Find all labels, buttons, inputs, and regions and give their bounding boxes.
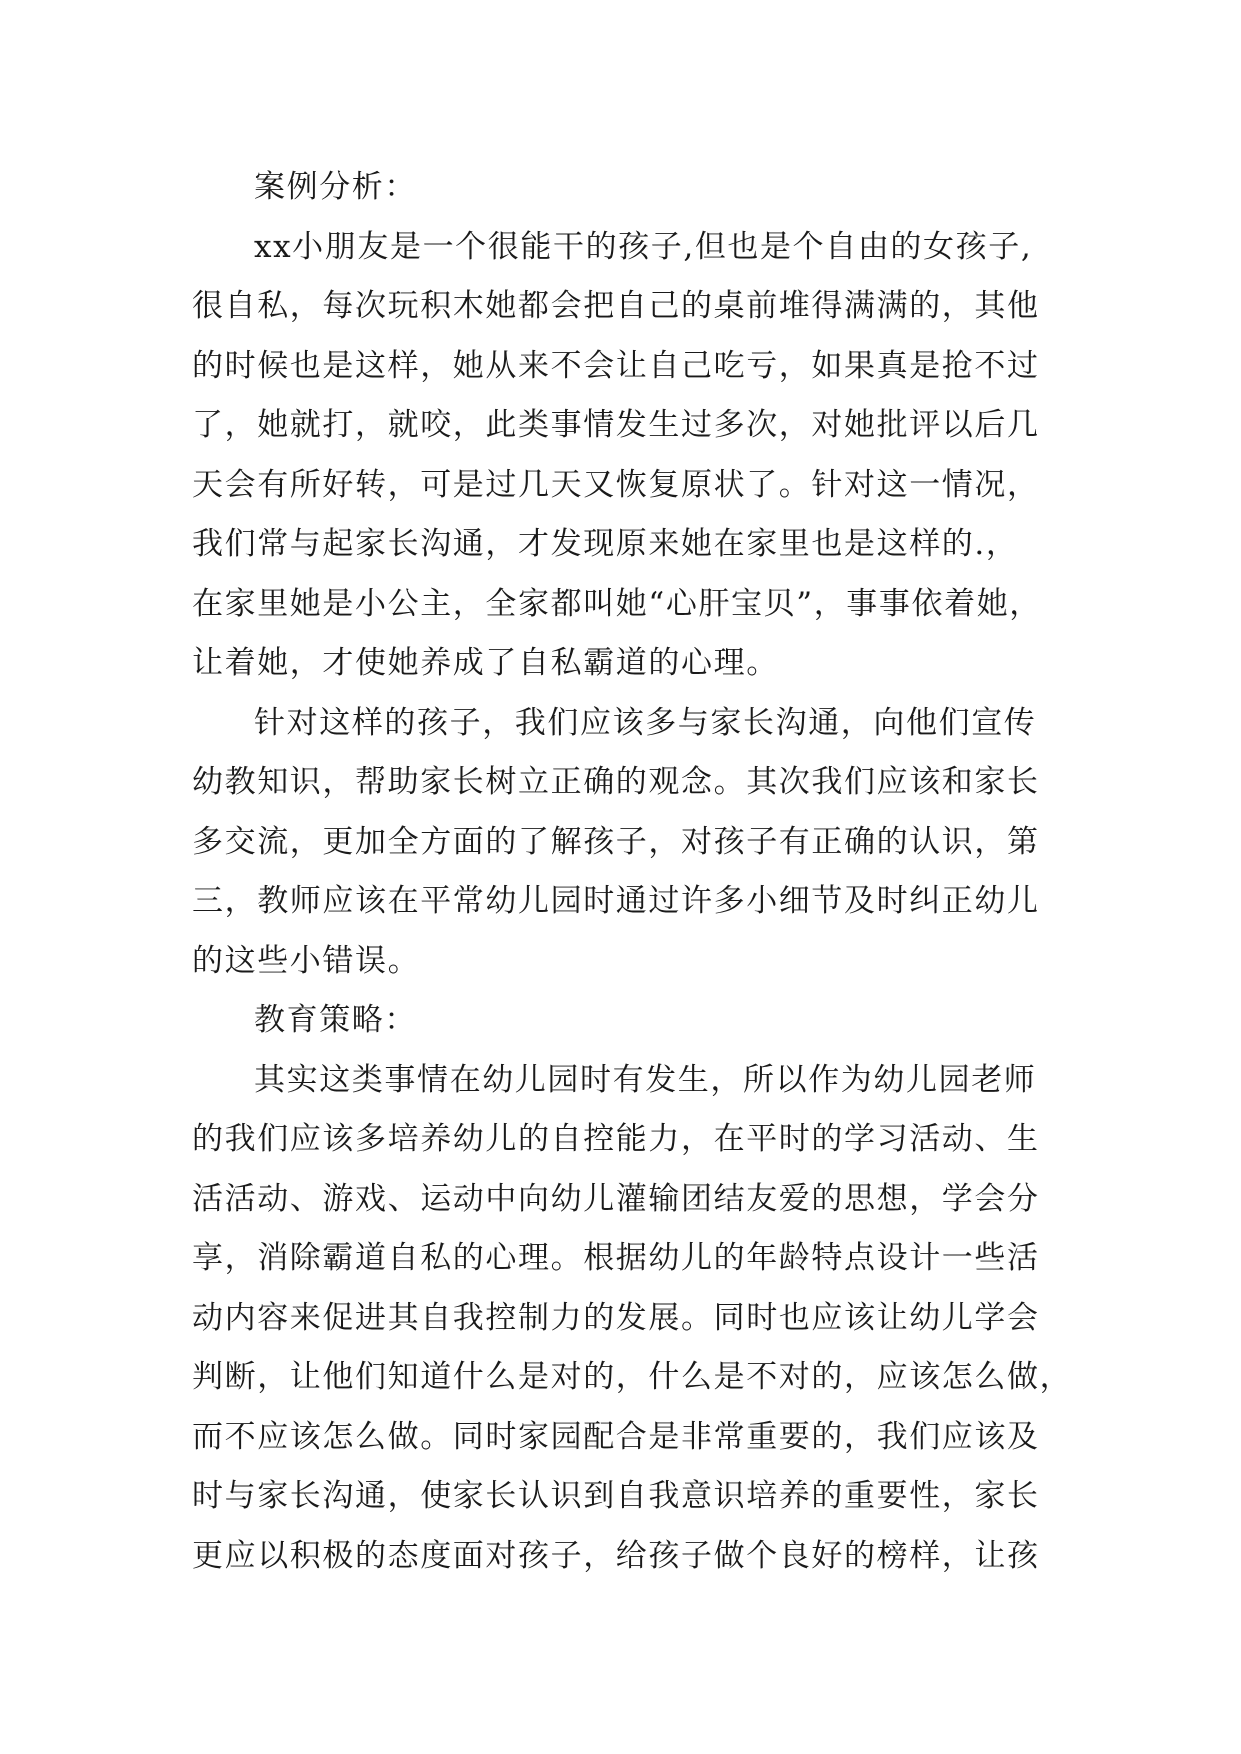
paragraph-line: 针对这样的孩子，我们应该多与家长沟通，向他们宣传 (254, 704, 1037, 741)
paragraph-line: 多交流，更加全方面的了解孩子，对孩子有正确的认识，第 (192, 823, 1040, 860)
paragraph-line: 活活动、游戏、运动中向幼儿灌输团结友爱的思想，学会分 (192, 1180, 1040, 1217)
paragraph-line: 天会有所好转，可是过几天又恢复原状了。针对这一情况， (192, 466, 1040, 503)
heading-case-analysis: 案例分析： (254, 169, 417, 205)
paragraph-line: 判断，让他们知道什么是对的，什么是不对的，应该怎么做， (192, 1359, 1073, 1395)
paragraph-line: 很自私，每次玩积木她都会把自己的桌前堆得满满的，其他 (192, 288, 1040, 324)
paragraph-line: 了，她就打，就咬，此类事情发生过多次，对她批评以后几 (192, 407, 1040, 443)
paragraph-line: 而不应该怎么做。同时家园配合是非常重要的，我们应该及 (192, 1418, 1040, 1455)
paragraph-line: 的这些小错误。 (192, 942, 421, 979)
paragraph-strategy (192, 1051, 1082, 1587)
paragraph-line: 让着她，才使她养成了自私霸道的心理。 (192, 645, 779, 681)
paragraph-line: 幼教知识，帮助家长树立正确的观念。其次我们应该和家长 (192, 764, 1040, 800)
paragraph-line: 的我们应该多培养幼儿的自控能力，在平时的学习活动、生 (192, 1121, 1040, 1157)
paragraph-line: 享，消除霸道自私的心理。根据幼儿的年龄特点设计一些活 (192, 1240, 1040, 1276)
paragraph-case-description (192, 218, 1082, 694)
paragraph-line: 三，教师应该在平常幼儿园时通过许多小细节及时纠正幼儿 (192, 883, 1040, 919)
paragraph-line: 动内容来促进其自我控制力的发展。同时也应该让幼儿学会 (192, 1299, 1040, 1336)
paragraph-line: 其实这类事情在幼儿园时有发生，所以作为幼儿园老师 (254, 1061, 1037, 1098)
paragraph-line: 我们常与起家长沟通，才发现原来她在家里也是这样的.， (192, 526, 1019, 562)
paragraph-line: 更应以积极的态度面对孩子，给孩子做个良好的榜样，让孩 (192, 1537, 1040, 1574)
paragraph-line: 的时候也是这样，她从来不会让自己吃亏，如果真是抢不过 (192, 347, 1040, 384)
paragraph-line: xx小朋友是一个很能干的孩子,但也是个自由的女孩子, (254, 228, 1033, 265)
paragraph-recommendation (192, 694, 1082, 992)
paragraph-line: 时与家长沟通，使家长认识到自我意识培养的重要性，家长 (192, 1478, 1040, 1514)
heading-education-strategy: 教育策略： (254, 1002, 417, 1038)
document-body (192, 158, 1082, 1586)
paragraph-line: 在家里她是小公主，全家都叫她“心肝宝贝”，事事依着她， (192, 585, 1042, 622)
